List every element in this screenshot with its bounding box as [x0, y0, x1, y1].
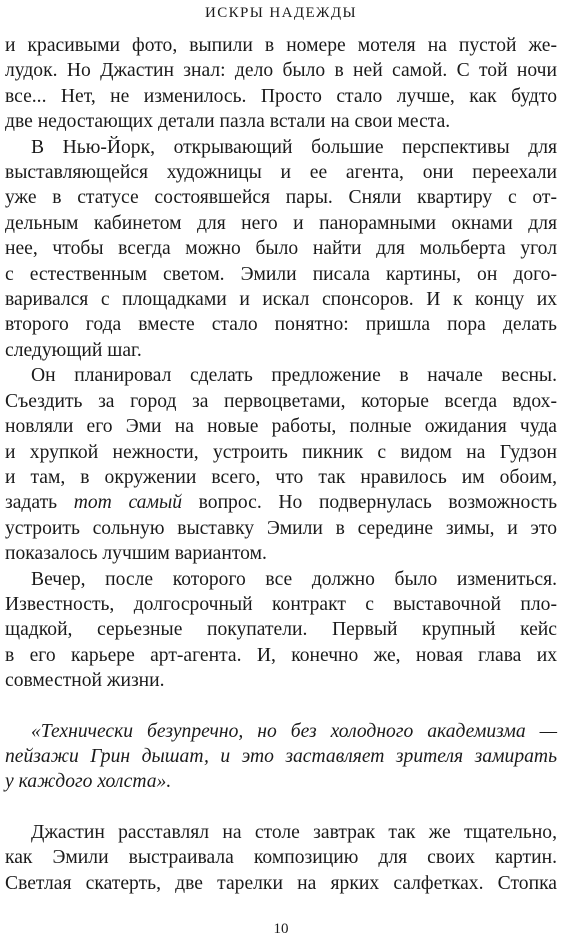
page-number: 10 — [273, 921, 289, 937]
spacer — [5, 694, 557, 719]
text-line: у каждого холста». — [5, 771, 172, 793]
text-line: все... Нет, не изменилось. Просто стало лучше, как будто — [5, 85, 557, 107]
text-line: В Нью-Йорк, открывающий большие перспективы для — [31, 136, 557, 158]
text-line: дельным кабинетом для него и панорамными окнами для — [5, 212, 557, 234]
text-segment: вопрос. Но подвернулась возможность — [182, 492, 557, 514]
text-line: как Эмили выстраивала композицию для своих картин. — [5, 847, 557, 869]
text-line: варивался с площадками и искал спонсоров. И к концу их — [5, 289, 557, 311]
paragraph-3 — [5, 363, 557, 566]
paragraph-4 — [5, 567, 557, 694]
text-line: выставляющейся художницы и ее агента, они переехали — [5, 162, 557, 184]
text-line — [5, 490, 557, 515]
text-line: Известность, долгосрочный контракт с выставочной пло- — [5, 593, 557, 615]
text-line: Светлая скатерть, две тарелки на ярких салфетках. Стопка — [5, 872, 557, 894]
epigraph-quote — [5, 719, 557, 795]
text-line: и хрупкой нежности, устроить пикник с видом на Гудзон — [5, 441, 557, 463]
text-line: Съездить за город за первоцветами, которые всегда вдох- — [5, 390, 557, 412]
paragraph-5 — [5, 820, 557, 896]
text-line: пейзажи Грин дышат, и это заставляет зрителя замирать — [5, 745, 557, 767]
text-line: Он планировал сделать предложение в начале весны. — [31, 365, 557, 387]
text-line: в его карьере арт-агента. И, конечно же, новая глава их — [5, 644, 557, 666]
text-line: лудок. Но Джастин знал: дело было в ней самой. С той ночи — [5, 60, 557, 82]
text-line: с естественным светом. Эмили писала картины, он дого- — [5, 263, 557, 285]
paragraph-1 — [5, 33, 557, 135]
text-line: две недостающих детали пазла встали на свои места. — [5, 111, 451, 133]
text-line: совместной жизни. — [5, 670, 165, 692]
spacer — [5, 795, 557, 820]
text-line: уже в статусе состоявшейся пары. Сняли квартиру с от- — [5, 187, 557, 209]
text-line: и там, в окружении всего, что так нравилось им обоим, — [5, 466, 557, 488]
text-line: щадкой, серьезные покупатели. Первый крупный кейс — [5, 619, 557, 641]
running-head: ИСКРЫ НАДЕЖДЫ — [204, 5, 358, 21]
text-segment: задать — [5, 492, 74, 514]
text-line: следующий шаг. — [5, 339, 142, 361]
text-line: и красивыми фото, выпили в номере мотеля на пустой же- — [5, 35, 557, 56]
paragraph-2 — [5, 135, 557, 364]
text-line: новляли его Эми на новые работы, полные ожидания чуда — [5, 416, 557, 438]
emphasis-text: тот самый — [73, 492, 183, 514]
text-line: второго года вместе стало понятно: пришла пора делать — [5, 314, 557, 336]
text-line: нее, чтобы всегда можно было найти для мольберта угол — [5, 238, 557, 260]
text-line: Вечер, после которого все должно было измениться. — [31, 568, 557, 590]
text-line: «Технически безупречно, но без холодного академизма — — [31, 720, 557, 742]
text-line: показалось лучшим вариантом. — [5, 543, 267, 565]
text-line: устроить сольную выставку Эмили в середине зимы, и это — [5, 517, 557, 539]
body-text — [5, 33, 557, 896]
text-line: Джастин расставлял на столе завтрак так же тщательно, — [31, 821, 557, 843]
